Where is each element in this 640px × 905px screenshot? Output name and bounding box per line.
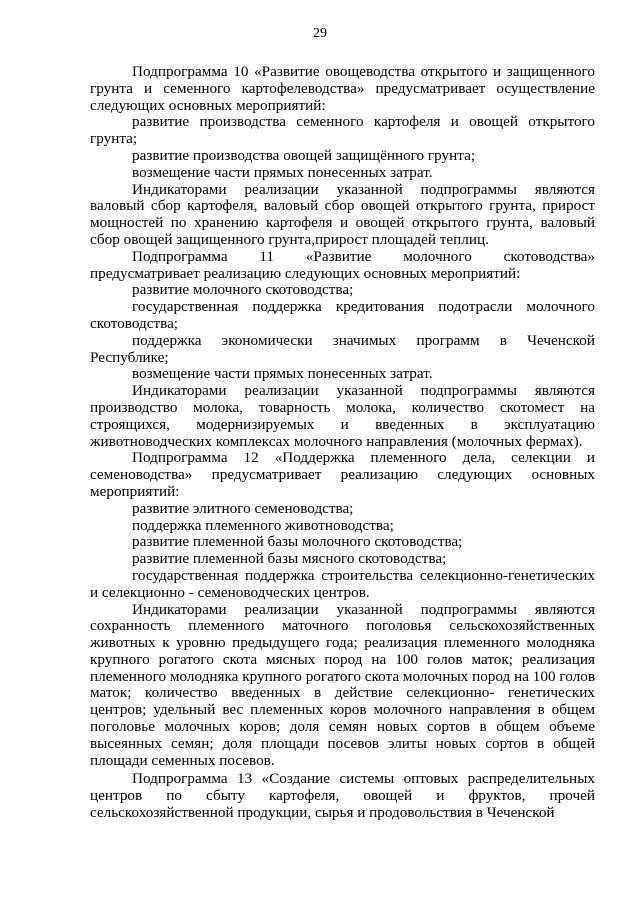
document-body (90, 64, 595, 822)
paragraph-subprogram-11: Подпрограмма 11 «Развитие молочного скотоводства» предусматривает реализацию следующих основных мероприятий: (90, 247, 595, 282)
paragraph-subprogram-10: Подпрограмма 10 «Развитие овощеводства открытого и защищенного грунта и семенного картофелеводства» предусматривает осуществление следующих основных мероприятий: (90, 63, 595, 114)
list-item: развитие племенной базы мясного скотоводства; (132, 550, 447, 568)
list-item: развитие элитного семеноводства; (132, 499, 354, 517)
list-item: поддержка племенного животноводства; (132, 516, 394, 534)
list-item: поддержка экономически значимых программ в Чеченской Республике; (90, 331, 595, 366)
paragraph-indicators-10: Индикаторами реализации указанной подпрограммы являются валовый сбор картофеля, валовый сбор овощей открытого грунта, прирост мощностей по хранению картофеля и овощей открытого грунта, валовый сбор овощей защищенного грунта,прирост площадей теплиц. (90, 180, 595, 248)
list-item: развитие молочного скотоводства; (132, 281, 354, 299)
page-number: 29 (313, 26, 327, 41)
paragraph-indicators-11: Индикаторами реализации указанной подпрограммы являются производство молока, товарность молока, количество скотомест на строящихся, модернизируемых и введенных в эксплуатацию животноводческих комплексах молочного направления (молочных фермах). (90, 382, 595, 450)
paragraph-subprogram-12: Подпрограмма 12 «Поддержка племенного дела, селекции и семеноводства» предусматривает реализацию следующих основных мероприятий: (90, 449, 595, 500)
paragraph-subprogram-13: Подпрограмма 13 «Создание системы оптовых распределительных центров по сбыту картофеля, овощей и фруктов, прочей сельскохозяйственной продукции, сырья и продовольствия в Чеченской (90, 770, 595, 822)
list-item: развитие производства семенного картофеля и овощей открытого грунта; (90, 113, 595, 148)
paragraph-indicators-12: Индикаторами реализации указанной подпрограммы являются сохранность племенного маточного поголовья сельскохозяйственных животных к уровню предыдущего года; реализация племенного молодняка крупного рогатого скота мясных пород на 100 голов маток; реализация племенного молодняка крупного рогатого скота молочных пород на 100 голов маток; количество введенных в действие селекционно- генетических центров; удельный вес племенных коров молочного направления в общем поголовье молочных коров; доля семян новых сортов в общем объеме высеянных семян; доля площади посевов элиты новых сортов в общей площади семенных посевов. (90, 600, 595, 769)
list-item: развитие производства овощей защищённого грунта; (132, 146, 476, 164)
list-item: развитие племенной базы молочного скотоводства; (132, 533, 463, 551)
list-item: возмещение части прямых понесенных затрат. (132, 365, 433, 383)
list-item: государственная поддержка строительства селекционно-генетических и селекционно - семеноводческих центров. (90, 566, 595, 601)
list-item: возмещение части прямых понесенных затрат. (132, 163, 433, 181)
list-item: государственная поддержка кредитования подотрасли молочного скотоводства; (90, 298, 595, 332)
